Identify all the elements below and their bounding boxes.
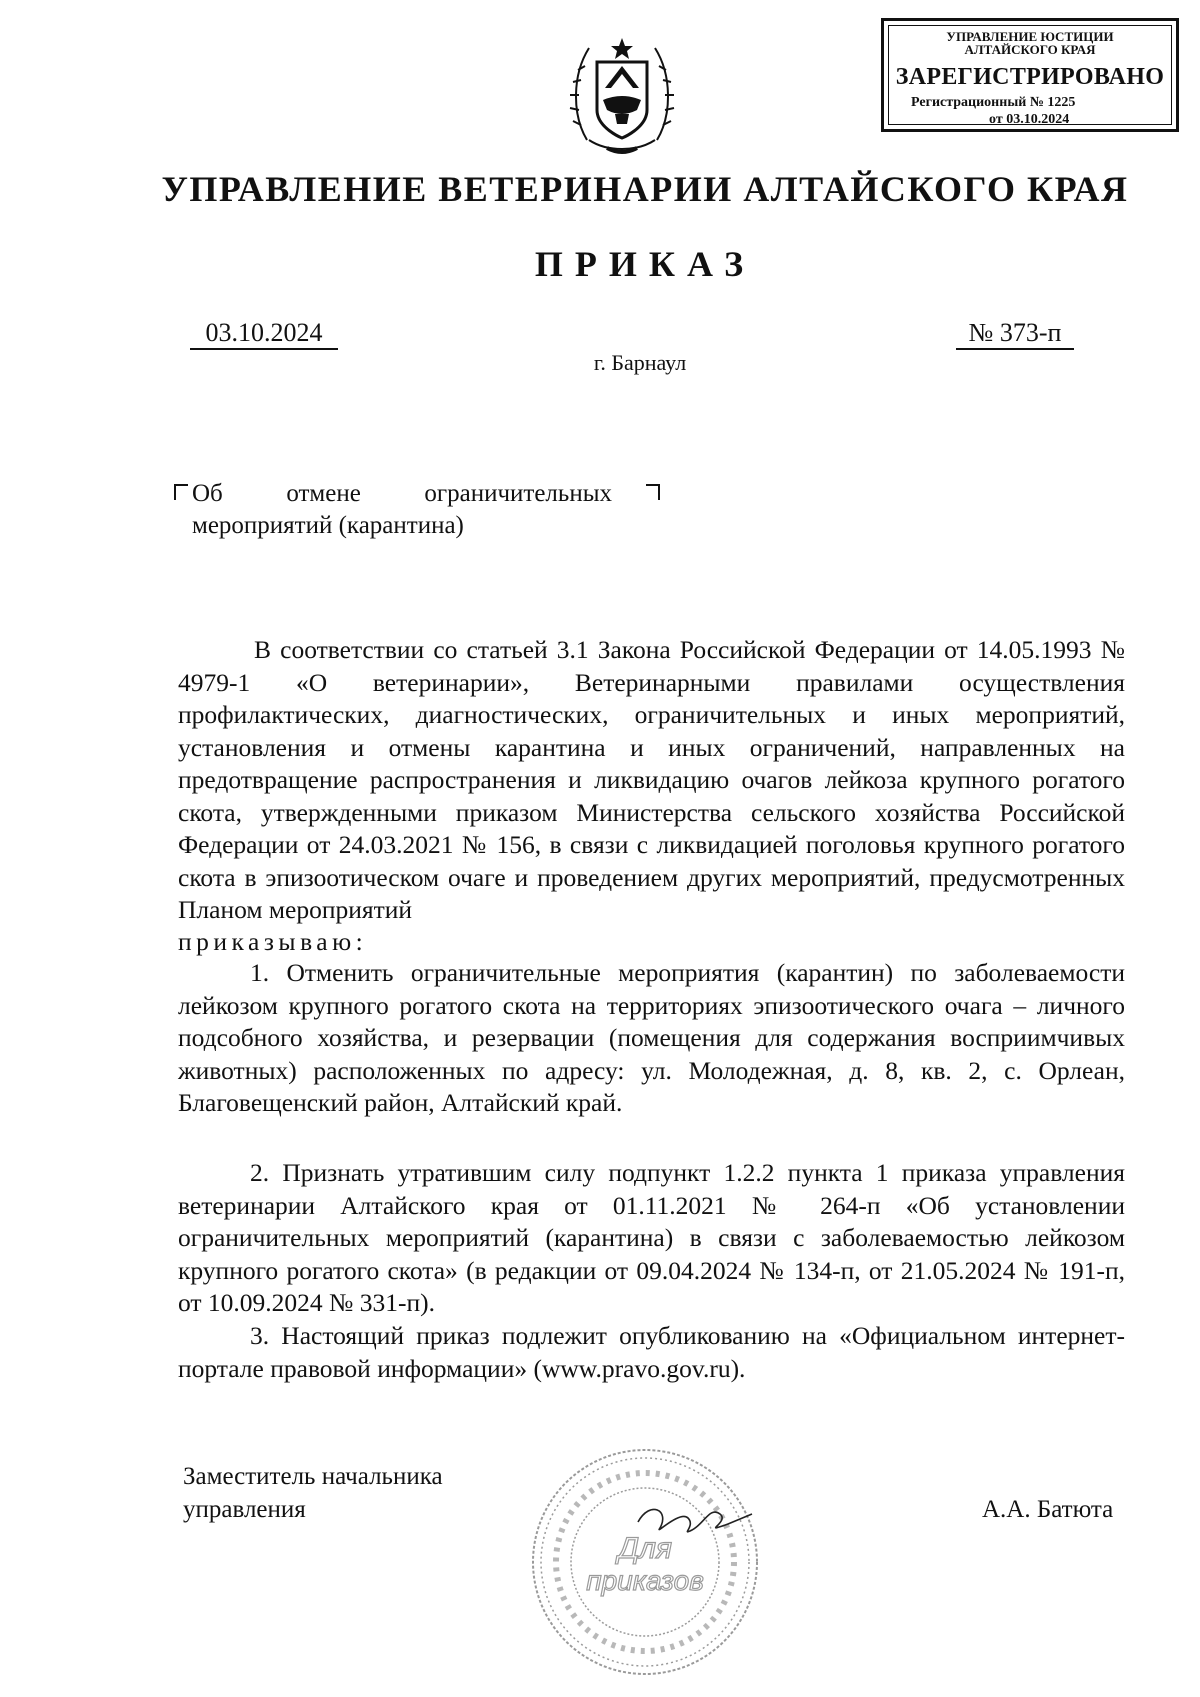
- document-date: 03.10.2024: [190, 318, 338, 350]
- registration-stamp: [881, 18, 1179, 132]
- subject-bracket-left: [174, 484, 188, 500]
- order-item-3: 3. Настоящий приказ подлежит опубликованию на «Официальном интернет-портале правовой информации» (www.pravo.gov.ru).: [178, 1321, 1125, 1383]
- registration-stamp-inner-border: [888, 25, 1172, 125]
- order-word: приказываю:: [178, 927, 368, 956]
- stamp-reg-number: Регистрационный № 1225: [911, 95, 1076, 110]
- order-item-2: 2. Признать утратившим силу подпункт 1.2.2 пункта 1 приказа управления ветеринарии Алтайского края от 01.11.2021 № 264-п «Об установлении ограничительных мероприятий (карантина) в связи с заболеваемостью лейкозом крупного рогатого скота» (в редакции от 09.04.2024 № 134-п, от 21.05.2024 № 191-п, от 10.09.2024 № 331-п).: [178, 1158, 1125, 1317]
- preamble-paragraph: В соответствии со статьей 3.1 Закона Российской Федерации от 14.05.1993 № 4979-1 «О ветеринарии», Ветеринарными правилами осуществления профилактических, диагностических, ограничительных и иных мероприятий, установления и отмены карантина и иных ограничений, направленных на предотвращение распространения и ликвидацию очагов лейкоза крупного рогатого скота, утвержденными приказом Министерства сельского хозяйства Российской Федерации от 24.03.2021 № 156, в связи с ликвидацией поголовья крупного рогатого скота в эпизоотическом очаге и проведением других мероприятий, предусмотренных Планом мероприятий: [178, 635, 1125, 924]
- handwritten-signature-icon: [638, 1509, 752, 1531]
- subject-line1: Об отмене ограничительных: [192, 480, 612, 507]
- document-number: № 373-п: [956, 318, 1074, 350]
- stamp-authority-line1: УПРАВЛЕНИЕ ЮСТИЦИИ: [946, 29, 1114, 44]
- stamp-status: ЗАРЕГИСТРИРОВАНО: [895, 64, 1165, 90]
- stamp-authority-line2: АЛТАЙСКОГО КРАЯ: [964, 42, 1096, 57]
- subject-bracket-right: [646, 484, 660, 500]
- signatory-title-line2: управления: [183, 1496, 306, 1523]
- signatory-title-line1: Заместитель начальника: [183, 1463, 443, 1490]
- altai-krai-coat-of-arms-icon: [567, 30, 677, 160]
- seal-center-line1: Для: [617, 1532, 673, 1565]
- organization-title: УПРАВЛЕНИЕ ВЕТЕРИНАРИИ АЛТАЙСКОГО КРАЯ: [161, 169, 1129, 209]
- order-item-1: 1. Отменить ограничительные мероприятия (карантин) по заболеваемости лейкозом крупного рогатого скота на территориях эпизоотического очага – личного подсобного хозяйства, и резервации (помещения для содержания восприимчивых животных) расположенных по адресу: ул. Молодежная, д. 8, кв. 2, с. Орлеан, Благовещенский район, Алтайский край.: [178, 958, 1125, 1117]
- round-seal-stamp-icon: [520, 1440, 770, 1685]
- signatory-name: А.А. Батюта: [982, 1496, 1114, 1523]
- stamp-reg-date: от 03.10.2024: [989, 112, 1070, 127]
- document-type: ПРИКАЗ: [534, 244, 756, 284]
- seal-center-line2: приказов: [586, 1565, 704, 1596]
- subject-line2: мероприятий (карантина): [192, 512, 464, 539]
- document-city: г. Барнаул: [593, 350, 687, 375]
